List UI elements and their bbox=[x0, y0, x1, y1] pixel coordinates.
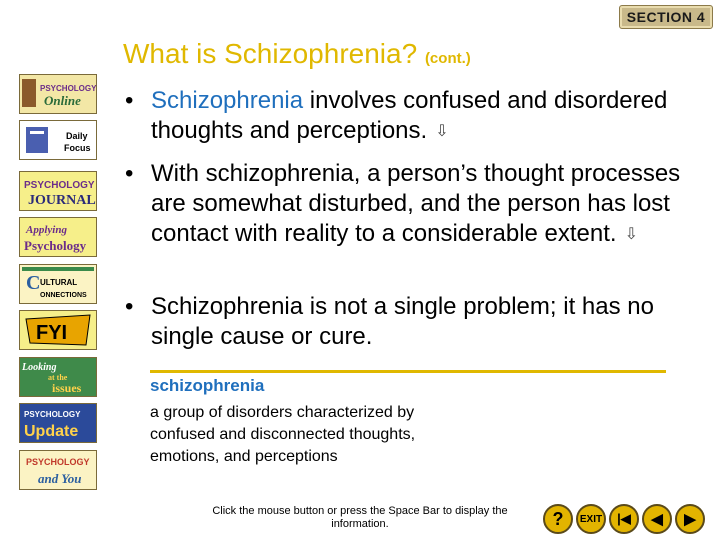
bullet-2-text: With schizophrenia, a person’s thought processes are somewhat disturbed, and the person has lost contact with reality to a considerable extent. bbox=[151, 160, 681, 247]
page-title bbox=[123, 38, 471, 70]
svg-text:C: C bbox=[26, 272, 41, 294]
svg-text:Online: Online bbox=[44, 93, 81, 108]
applying-psychology-icon bbox=[20, 218, 96, 256]
definition-divider bbox=[150, 370, 666, 373]
fyi-icon bbox=[20, 311, 96, 349]
svg-text:PSYCHOLOGY: PSYCHOLOGY bbox=[40, 84, 96, 93]
bullet-3 bbox=[125, 292, 685, 352]
arrow-right-icon: ▶ bbox=[684, 511, 696, 528]
exit-button[interactable] bbox=[576, 504, 606, 534]
exit-icon: EXIT bbox=[579, 513, 603, 525]
svg-text:Psychology: Psychology bbox=[24, 238, 87, 253]
bullet-2 bbox=[125, 159, 685, 250]
sidebar-item-psychology-update[interactable] bbox=[19, 403, 97, 443]
svg-text:at the: at the bbox=[48, 373, 68, 382]
svg-text:PSYCHOLOGY: PSYCHOLOGY bbox=[26, 457, 90, 467]
cultural-connections-icon bbox=[20, 265, 96, 303]
sidebar-item-psychology-and-you[interactable] bbox=[19, 450, 97, 490]
sidebar-item-applying-psychology[interactable] bbox=[19, 217, 97, 257]
psychology-update-icon bbox=[20, 404, 96, 442]
daily-focus-icon bbox=[20, 121, 96, 159]
psychology-and-you-icon bbox=[20, 451, 96, 489]
previous-slide-button[interactable] bbox=[642, 504, 672, 534]
svg-text:PSYCHOLOGY: PSYCHOLOGY bbox=[24, 180, 95, 191]
svg-text:ONNECTIONS: ONNECTIONS bbox=[40, 292, 87, 299]
svg-text:Looking: Looking bbox=[22, 362, 57, 373]
looking-at-issues-icon bbox=[20, 358, 96, 396]
svg-text:FYI: FYI bbox=[36, 322, 68, 344]
svg-text:issues: issues bbox=[52, 381, 82, 395]
svg-text:ULTURAL: ULTURAL bbox=[40, 278, 78, 287]
arrow-left-icon: ◀ bbox=[651, 511, 663, 528]
next-slide-button[interactable] bbox=[675, 504, 705, 534]
sidebar-item-looking-at-the-issues[interactable] bbox=[19, 357, 97, 397]
bullet-3-text: Schizophrenia is not a single problem; it has no single cause or cure. bbox=[151, 293, 654, 350]
down-arrow-icon: ⇩ bbox=[624, 225, 638, 243]
footer-instruction: Click the mouse button or press the Space Bar to display the information. bbox=[212, 505, 508, 530]
sidebar-item-cultural-connections[interactable] bbox=[19, 264, 97, 304]
section-badge: SECTION 4 bbox=[619, 5, 713, 29]
svg-text:Daily: Daily bbox=[66, 131, 88, 141]
title-suffix: (cont.) bbox=[424, 50, 471, 67]
psychology-journal-icon bbox=[20, 172, 96, 210]
down-arrow-icon: ⇩ bbox=[435, 122, 449, 140]
definition-term: schizophrenia bbox=[150, 376, 265, 395]
first-slide-button[interactable] bbox=[609, 504, 639, 534]
title-text: What is Schizophrenia? bbox=[123, 38, 418, 69]
svg-text:and You: and You bbox=[38, 471, 82, 486]
bullet-marker: • bbox=[125, 293, 134, 320]
svg-text:Applying: Applying bbox=[26, 224, 67, 236]
bullet-1-text: involves confused and disordered thoughts and perceptions. bbox=[151, 87, 668, 144]
svg-text:JOURNAL: JOURNAL bbox=[28, 193, 96, 208]
help-button[interactable] bbox=[543, 504, 573, 534]
skip-back-icon: |◀ bbox=[617, 511, 631, 526]
definition-text: a group of disorders characterized by confused and disconnected thoughts, emotions, and perceptions bbox=[150, 404, 416, 465]
sidebar-item-psychology-journal[interactable] bbox=[19, 171, 97, 211]
psychology-online-icon bbox=[20, 75, 96, 113]
bullet-1 bbox=[125, 86, 685, 147]
sidebar-item-psychology-online[interactable] bbox=[19, 74, 97, 114]
svg-text:PSYCHOLOGY: PSYCHOLOGY bbox=[24, 410, 81, 419]
svg-text:Focus: Focus bbox=[64, 143, 91, 153]
bullet-marker: • bbox=[125, 160, 134, 187]
help-icon: ? bbox=[552, 508, 564, 529]
sidebar-item-daily-focus[interactable] bbox=[19, 120, 97, 160]
svg-text:Update: Update bbox=[24, 423, 79, 440]
sidebar-item-fyi[interactable] bbox=[19, 310, 97, 350]
bullet-1-term: Schizophrenia bbox=[151, 87, 304, 114]
bullet-marker: • bbox=[125, 87, 134, 114]
